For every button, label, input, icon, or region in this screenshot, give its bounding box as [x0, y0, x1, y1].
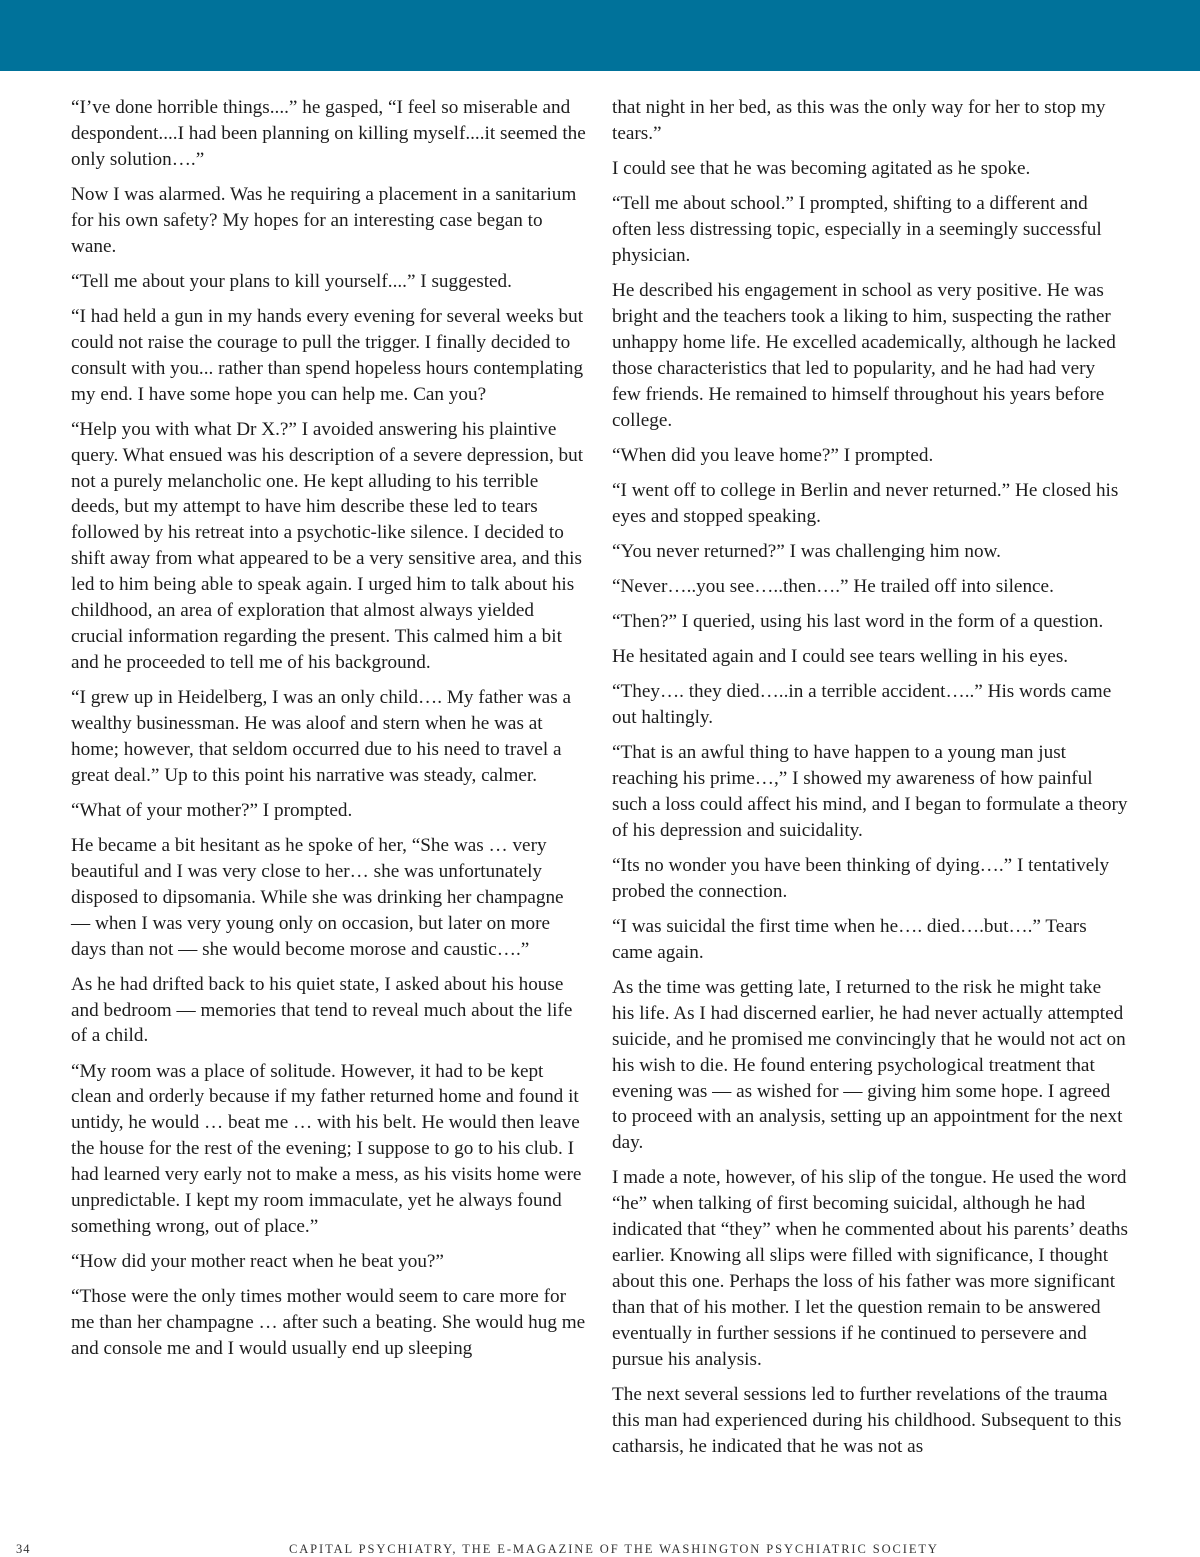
paragraph: He became a bit hesitant as he spoke of her, “She was … very beautiful and I was very close to her… she was unfortunately disposed to dipsomania. While she was drinking her champagne — when I was very young only on occasion, but later on more days than not — she would become morose and caustic….”: [71, 834, 564, 960]
paragraph: “That is an awful thing to have happen to a young man just reaching his prime…,” I showed my awareness of how painful such a loss could affect his mind, and I began to formulate a theory of his depression and suicidality.: [612, 742, 1128, 841]
paragraph: “You never returned?” I was challenging him now.: [612, 540, 1001, 562]
paragraph: “When did you leave home?” I prompted.: [612, 444, 934, 466]
paragraph: “Those were the only times mother would seem to care more for me than her champagne … after such a beating. She would hug me and console me and I would usually end up sleeping: [71, 1286, 586, 1359]
article-column-right: [612, 95, 1128, 1469]
paragraph: I could see that he was becoming agitated as he spoke.: [612, 158, 1031, 179]
paragraph: The next several sessions led to further revelations of the trauma this man had experienced during his childhood. Subsequent to this catharsis, he indicated that he was not as: [612, 1383, 1122, 1457]
paragraph: “Tell me about school.” I prompted, shifting to a different and often less distressing topic, especially in a seemingly successful physician.: [612, 193, 1102, 266]
paragraph: He described his engagement in school as very positive. He was bright and the teachers took a liking to him, suspecting the rather unhappy home life. He excelled academically, although he lacked those characteristics that led to popularity, and he had had very few friends. He remained to himself throughout his years before college.: [612, 280, 1116, 431]
magazine-title: CAPITAL PSYCHIATRY, THE E-MAGAZINE OF THE WASHINGTON PSYCHIATRIC SOCIETY: [289, 1542, 939, 1556]
paragraph: “Tell me about your plans to kill yourself....” I suggested.: [71, 270, 512, 292]
paragraph: “Its no wonder you have been thinking of dying….” I tentatively probed the connection.: [612, 854, 1110, 902]
paragraph: “What of your mother?” I prompted.: [71, 799, 353, 821]
header-bar: [0, 0, 1200, 71]
paragraph: As he had drifted back to his quiet state, I asked about his house and bedroom — memories that tend to reveal much about the life of a child.: [71, 973, 573, 1047]
page-number: 34: [16, 1542, 31, 1556]
article-column-left: [71, 95, 587, 1371]
paragraph: I made a note, however, of his slip of the tongue. He used the word “he” when talking of first becoming suicidal, although he had indicated that “they” when he commented about his parents’ deaths earlier. Knowing all slips were filled with significance, I thought about this one. Perhaps the loss of his father was more significant than that of his mother. I let the question remain to be answered eventually in further sessions if he continued to persevere and pursue his analysis.: [612, 1167, 1128, 1370]
paragraph: “I went off to college in Berlin and never returned.” He closed his eyes and stopped speaking.: [612, 479, 1119, 527]
paragraph: “Never…..you see…..then….” He trailed off into silence.: [612, 575, 1054, 597]
paragraph: As the time was getting late, I returned to the risk he might take his life. As I had discerned earlier, he had never actually attempted suicide, and he promised me convincingly that he would not act on his wish to die. He found entering psychological treatment that evening was — as wished for — giving him some hope. I agreed to proceed with an analysis, setting up an appointment for the next day.: [612, 976, 1126, 1154]
paragraph: “I grew up in Heidelberg, I was an only child…. My father was a wealthy businessman. He was aloof and stern when he was at home; however, that seldom occurred due to his need to travel a great deal.” Up to this point his narrative was steady, calmer.: [71, 686, 571, 786]
paragraph: “I had held a gun in my hands every evening for several weeks but could not raise the courage to pull the trigger. I finally decided to consult with you... rather than spend hopeless hours contemplating my end. I have some hope you can help me. Can you?: [71, 305, 584, 405]
paragraph: that night in her bed, as this was the only way for her to stop my tears.”: [612, 97, 1106, 144]
paragraph: “How did your mother react when he beat you?”: [71, 1251, 444, 1273]
paragraph: “I was suicidal the first time when he…. died….but….” Tears came again.: [612, 915, 1087, 963]
paragraph: He hesitated again and I could see tears welling in his eyes.: [612, 646, 1069, 667]
paragraph: “They…. they died…..in a terrible accident…..” His words came out haltingly.: [612, 681, 1112, 728]
paragraph: Now I was alarmed. Was he requiring a placement in a sanitarium for his own safety? My hopes for an interesting case began to wane.: [71, 183, 577, 257]
paragraph: “Help you with what Dr X.?” I avoided answering his plaintive query. What ensued was his description of a severe depression, but not a purely melancholic one. He kept alluding to his terrible deeds, but my attempt to have him describe these led to tears followed by his retreat into a psychotic-like silence. I decided to shift away from what appeared to be a very sensitive area, and this led to him being able to speak again. I urged him to talk about his childhood, an area of exploration that almost always yielded crucial information regarding the present. This calmed him a bit and he proceeded to tell me of his background.: [71, 418, 584, 673]
paragraph: “My room was a place of solitude. However, it had to be kept clean and orderly because if my father returned home and found it untidy, he would … beat me … with his belt. He would then leave the house for the rest of the evening; I suppose to go to his club. I had learned very early not to make a mess, as his visits home were unpredictable. I kept my room immaculate, yet he always found something wrong, out of place.”: [71, 1060, 582, 1237]
paragraph: “Then?” I queried, using his last word in the form of a question.: [612, 610, 1104, 632]
paragraph: “I’ve done horrible things....” he gasped, “I feel so miserable and despondent....I had been planning on killing myself....it seemed the only solution….”: [71, 97, 586, 170]
